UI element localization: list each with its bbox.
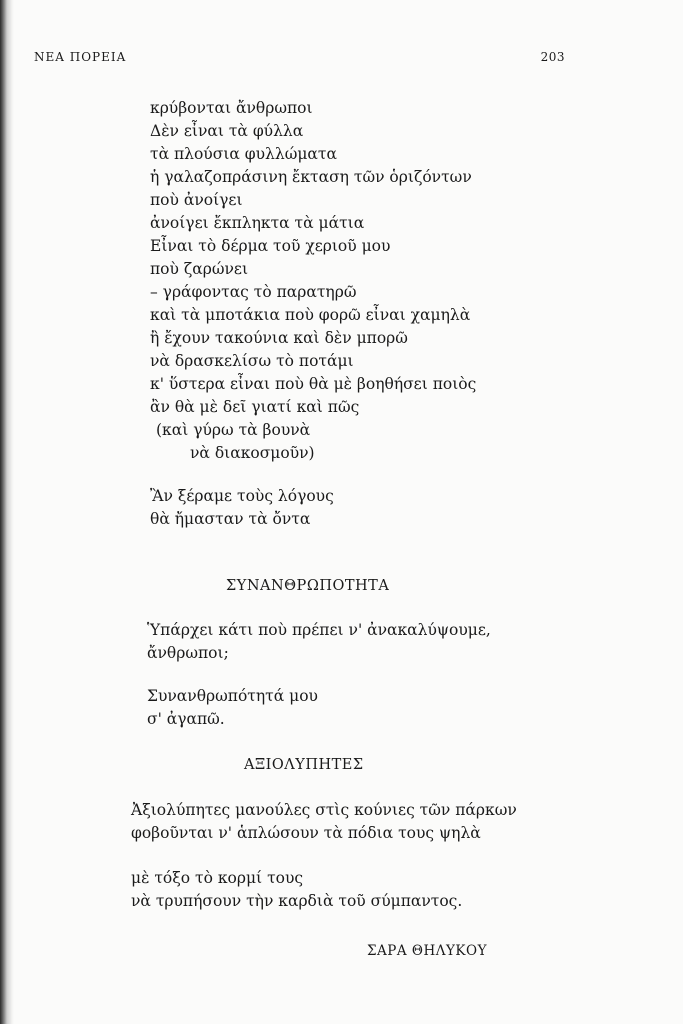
- poem-line: τὰ πλούσια φυλλώματα: [150, 145, 337, 163]
- poem-line: – γράφοντας τὸ παρατηρῶ: [150, 283, 357, 301]
- poem-line: Ὑπάρχει κάτι ποὺ πρέπει ν' ἀνακαλύψουμε,: [147, 621, 491, 639]
- poem-line: Συνανθρωπότητά μου: [147, 687, 318, 705]
- poem-line: Εἶναι τὸ δέρμα τοῦ χεριοῦ μου: [150, 237, 391, 255]
- poem-title: ΑΞΙΟΛΥΠΗΤΕΣ: [244, 757, 364, 773]
- poem-line: σ' ἀγαπῶ.: [147, 710, 225, 728]
- poem-line: Ἀξιολύπητες μανούλες στὶς κούνιες τῶν πάρκων: [131, 801, 517, 819]
- poem-line: Δὲν εἶναι τὰ φύλλα: [150, 122, 304, 140]
- poem-line: φοβοῦνται ν' ἁπλώσουν τὰ πόδια τους ψηλὰ: [131, 824, 481, 842]
- running-head: [34, 50, 565, 66]
- poem-closing-line: Ἂν ξέραμε τοὺς λόγους: [150, 487, 334, 505]
- poem-line: νὰ δρασκελίσω τὸ ποτάμι: [150, 352, 354, 370]
- poem-title: ΣΥΝΑΝΘΡΩΠΟΤΗΤΑ: [226, 578, 390, 594]
- poem-line: ἀνοίγει ἔκπληκτα τὰ μάτια: [150, 214, 365, 232]
- poem-line: (καὶ γύρω τὰ βουνὰ: [156, 421, 311, 439]
- poem-line: ἡ γαλαζοπράσινη ἔκταση τῶν ὁριζόντων: [150, 168, 472, 186]
- poem-line: μὲ τόξο τὸ κορμί τους: [131, 869, 304, 887]
- poem-line: ἂν θὰ μὲ δεῖ γιατί καὶ πῶς: [150, 398, 360, 416]
- poem-line: ποὺ ζαρώνει: [150, 260, 249, 278]
- poem-line: νὰ τρυπήσουν τὴν καρδιὰ τοῦ σύμπαντος.: [131, 892, 463, 910]
- poem-line: ἄνθρωποι;: [147, 644, 229, 662]
- poem-line: ἢ ἔχουν τακούνια καὶ δὲν μπορῶ: [150, 329, 408, 347]
- poem-line: καὶ τὰ μποτάκια ποὺ φορῶ εἶναι χαμηλὰ: [150, 306, 471, 324]
- poem-line: κ' ὕστερα εἶναι ποὺ θὰ μὲ βοηθήσει ποιὸς: [150, 375, 477, 393]
- poem-line: ποὺ ἀνοίγει: [150, 191, 243, 209]
- page-spine-shadow: [0, 0, 14, 1024]
- journal-title: ΝΕΑ ΠΟΡΕΙΑ: [34, 50, 127, 64]
- poem-line: κρύβονται ἄνθρωποι: [150, 99, 313, 117]
- poem-line: νὰ διακοσμοῦν): [190, 444, 315, 462]
- author-signature: ΣΑΡΑ ΘΗΛΥΚΟΥ: [367, 943, 487, 959]
- page-number: 203: [540, 50, 565, 64]
- poem-closing-line: θὰ ἤμασταν τὰ ὄντα: [150, 510, 311, 528]
